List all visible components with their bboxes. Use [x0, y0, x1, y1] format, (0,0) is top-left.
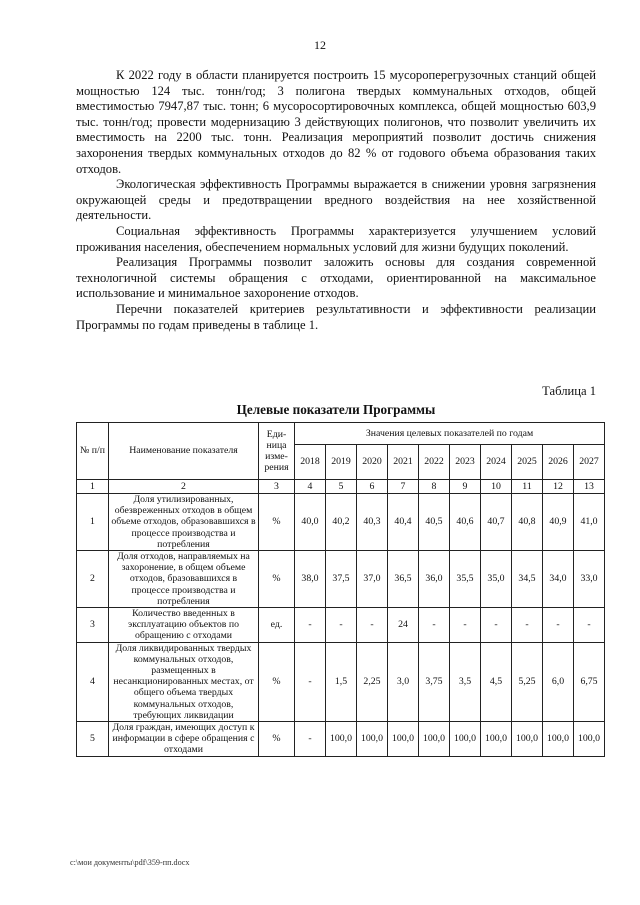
value-cell: 3,5	[450, 642, 481, 721]
value-cell: -	[326, 608, 357, 643]
column-number: 3	[259, 480, 295, 494]
value-cell: -	[295, 722, 326, 757]
value-cell: 34,5	[512, 551, 543, 608]
value-cell: 4,5	[481, 642, 512, 721]
value-cell: -	[543, 608, 574, 643]
value-cell: 100,0	[512, 722, 543, 757]
value-cell: 35,5	[450, 551, 481, 608]
value-cell: 40,8	[512, 494, 543, 551]
column-number: 1	[77, 480, 109, 494]
value-cell: 33,0	[574, 551, 605, 608]
column-number: 12	[543, 480, 574, 494]
paragraph: Реализация Программы позволит заложить основы для создания современной технологичной системы обращения с отходами, ориентированной на максимальное использование и минимальное захоронение отходов.	[76, 255, 596, 301]
table-row	[77, 494, 605, 551]
value-cell: 34,0	[543, 551, 574, 608]
column-number: 7	[388, 480, 419, 494]
value-cell: 100,0	[543, 722, 574, 757]
value-cell: 100,0	[388, 722, 419, 757]
value-cell: 40,2	[326, 494, 357, 551]
header-year: 2020	[357, 445, 388, 480]
row-unit: %	[259, 551, 295, 608]
header-year: 2023	[450, 445, 481, 480]
table-row	[77, 551, 605, 608]
value-cell: 6,0	[543, 642, 574, 721]
row-name: Доля утилизированных, обезвреженных отходов в общем объеме отходов, образовавшихся в процессе производства и потребления	[109, 494, 259, 551]
value-cell: -	[481, 608, 512, 643]
table-row	[77, 608, 605, 643]
header-year: 2019	[326, 445, 357, 480]
row-name: Доля граждан, имеющих доступ к информации в сфере обращения с отходами	[109, 722, 259, 757]
paragraph: Социальная эффективность Программы характеризуется улучшением условий проживания населения, обеспечением нормальных условий для жизни будущих поколений.	[76, 223, 596, 254]
value-cell: 36,5	[388, 551, 419, 608]
value-cell: 3,0	[388, 642, 419, 721]
row-num: 5	[77, 722, 109, 757]
value-cell: 100,0	[419, 722, 450, 757]
column-number: 4	[295, 480, 326, 494]
header-year: 2018	[295, 445, 326, 480]
value-cell: -	[450, 608, 481, 643]
value-cell: 40,0	[295, 494, 326, 551]
value-cell: 100,0	[450, 722, 481, 757]
row-num: 3	[77, 608, 109, 643]
value-cell: -	[419, 608, 450, 643]
row-unit: %	[259, 642, 295, 721]
value-cell: 40,5	[419, 494, 450, 551]
value-cell: 5,25	[512, 642, 543, 721]
table-caption: Таблица 1	[542, 384, 596, 398]
row-num: 2	[77, 551, 109, 608]
value-cell: 3,75	[419, 642, 450, 721]
value-cell: 24	[388, 608, 419, 643]
paragraph: Перечни показателей критериев результативности и эффективности реализации Программы по годам приведены в таблице 1.	[76, 301, 596, 332]
value-cell: 100,0	[574, 722, 605, 757]
row-name: Количество введенных в эксплуатацию объектов по обращению с отходами	[109, 608, 259, 643]
header-name: Наименование показателя	[109, 423, 259, 480]
table-title: Целевые показатели Программы	[236, 402, 436, 417]
row-num: 4	[77, 642, 109, 721]
column-number: 8	[419, 480, 450, 494]
column-number-row	[77, 480, 605, 494]
value-cell: 36,0	[419, 551, 450, 608]
row-num: 1	[77, 494, 109, 551]
column-number: 10	[481, 480, 512, 494]
header-year: 2025	[512, 445, 543, 480]
body-text	[76, 68, 596, 333]
paragraph: К 2022 году в области планируется построить 15 мусороперегрузочных станций общей мощностью 124 тыс. тонн/год; 3 полигона твердых коммунальных отходов, общей вместимостью 7947,87 тыс. тонн; 6 мусоросортировочных комплекса, общей мощностью 603,9 тыс. тонн/год; провести модернизацию 3 действующих полигонов, что позволит увеличить их вместимость на 2200 тыс. тонн. Реализация мероприятий позволит достичь снижения захоронения твердых коммунальных отходов до 82 % от годового объема образования таких отходов.	[76, 68, 596, 176]
header-year: 2027	[574, 445, 605, 480]
indicators-table	[76, 422, 605, 757]
column-number: 6	[357, 480, 388, 494]
row-name: Доля отходов, направляемых на захоронение, в общем объеме отходов, бразовавшихся в процессе производства и потребления	[109, 551, 259, 608]
value-cell: -	[357, 608, 388, 643]
value-cell: 2,25	[357, 642, 388, 721]
value-cell: 100,0	[481, 722, 512, 757]
value-cell: 1,5	[326, 642, 357, 721]
header-unit: Еди-ница изме-рения	[259, 423, 295, 480]
column-number: 9	[450, 480, 481, 494]
value-cell: -	[295, 608, 326, 643]
value-cell: 40,7	[481, 494, 512, 551]
value-cell: 100,0	[357, 722, 388, 757]
header-values: Значения целевых показателей по годам	[295, 423, 605, 445]
value-cell: -	[295, 642, 326, 721]
value-cell: 38,0	[295, 551, 326, 608]
header-year: 2022	[419, 445, 450, 480]
table-row	[77, 722, 605, 757]
value-cell: 35,0	[481, 551, 512, 608]
row-name: Доля ликвидированных твердых коммунальных отходов, размещенных в несанкционированных местах, от общего объема твердых коммунальных отходов, требующих ликвидации	[109, 642, 259, 721]
value-cell: 40,3	[357, 494, 388, 551]
page-number: 12	[314, 38, 326, 52]
row-unit: ед.	[259, 608, 295, 643]
value-cell: 41,0	[574, 494, 605, 551]
value-cell: 37,5	[326, 551, 357, 608]
column-number: 2	[109, 480, 259, 494]
value-cell: 37,0	[357, 551, 388, 608]
column-number: 5	[326, 480, 357, 494]
value-cell: 40,4	[388, 494, 419, 551]
value-cell: 100,0	[326, 722, 357, 757]
column-number: 11	[512, 480, 543, 494]
value-cell: 6,75	[574, 642, 605, 721]
header-year: 2024	[481, 445, 512, 480]
value-cell: -	[574, 608, 605, 643]
header-num: № п/п	[77, 423, 109, 480]
header-year: 2021	[388, 445, 419, 480]
row-unit: %	[259, 722, 295, 757]
paragraph: Экологическая эффективность Программы выражается в снижении уровня загрязнения окружающей среды и предотвращении вредного воздействия на нее хозяйственной деятельности.	[76, 177, 596, 223]
value-cell: 40,6	[450, 494, 481, 551]
footer-file-path: c:\мои документы\pdf\359-пп.docx	[70, 858, 190, 867]
row-unit: %	[259, 494, 295, 551]
value-cell: 40,9	[543, 494, 574, 551]
value-cell: -	[512, 608, 543, 643]
table-row	[77, 642, 605, 721]
header-year: 2026	[543, 445, 574, 480]
column-number: 13	[574, 480, 605, 494]
